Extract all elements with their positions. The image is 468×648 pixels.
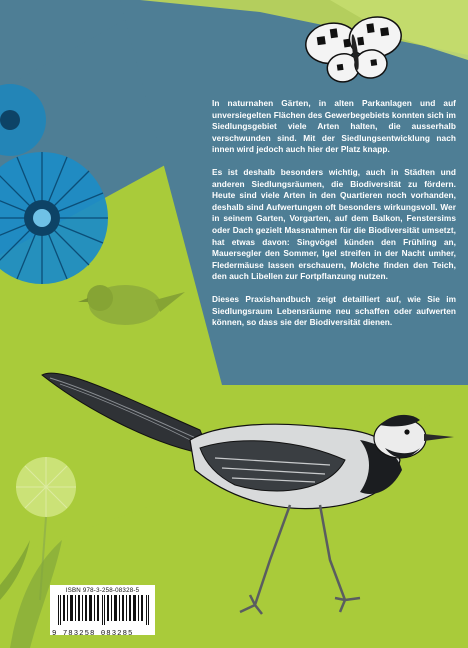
blurb-paragraph-3: Dieses Praxishandbuch zeigt detailliert auf, wie Sie im Siedlungsraum Lebensräume neu schaffen oder aufwerten können, so dass sie der Biodiversität dienen.: [212, 293, 456, 328]
isbn-barcode: [50, 585, 155, 638]
ean-digits: 9 783258 083285: [52, 630, 134, 638]
barcode-bars: [58, 595, 151, 625]
blurb-paragraph-1: In naturnahen Gärten, in alten Parkanlagen und auf unversiegelten Flächen des Gewerbegebiets konnten sich im Siedlungsgebiet viele Arten halten, die ausserhalb verschwunden sind. Mit der Siedlungsentwicklung nach innen wird jedoch auch hier der Platz knapp.: [212, 98, 456, 155]
back-cover-blurb: [212, 98, 456, 340]
isbn-label: ISBN 978-3-258-08328-5: [65, 587, 140, 594]
blurb-paragraph-2: Es ist deshalb besonders wichtig, auch in Städten und anderen Siedlungsräumen, die Biodiversität zu fördern. Heute sind viele Arten in den Quartieren noch vorhanden, deshalb sind Aufwertungen oft besonders wirkungsvoll. Wer in seinem Garten, Vorgarten, auf dem Balkon, Fenstersims oder Dach gezielt Massnahmen für die Biodiversität umsetzt, hat etwas davon: Singvögel künden den Frühling an, Mauersegler den Sommer, Igel streifen in der Nacht umher, Fledermäuse lassen erschauern, Molche finden den Teich, den auch Libellen zur Fortpflanzung nutzen.: [212, 166, 456, 282]
